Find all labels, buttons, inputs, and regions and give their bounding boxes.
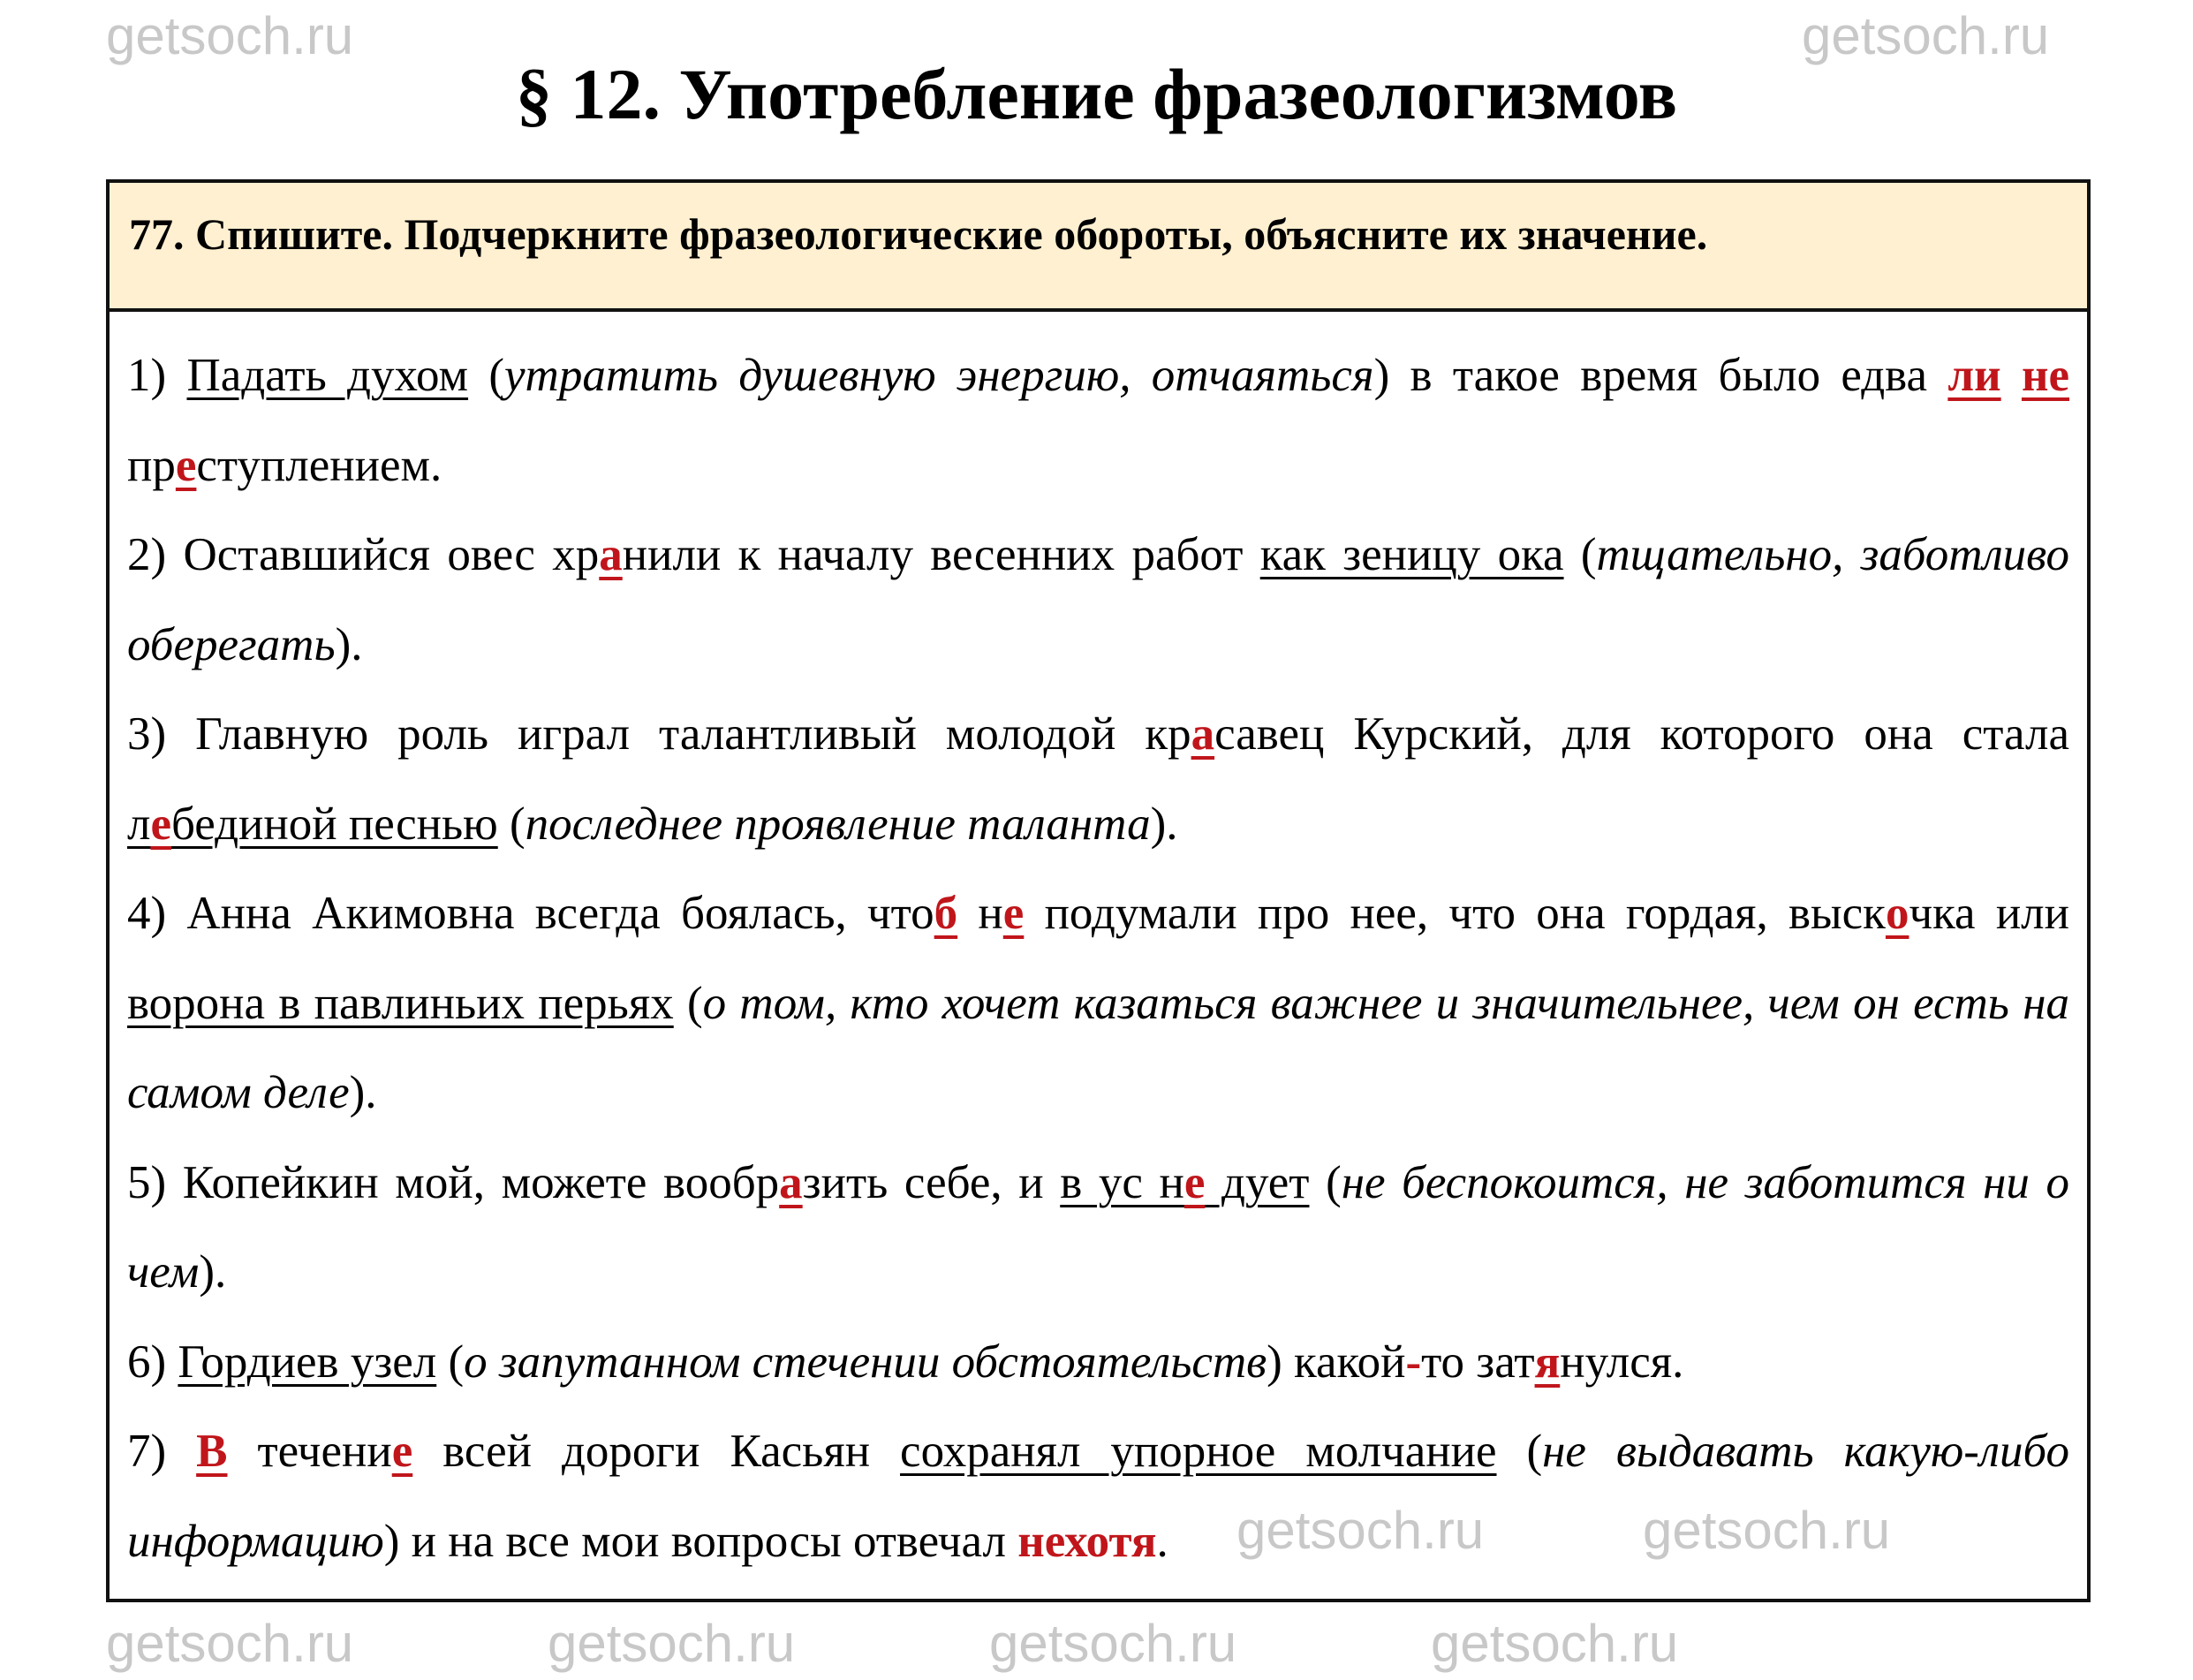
text: ). (349, 1067, 377, 1118)
highlight: - (1405, 1336, 1422, 1388)
list-item-6 (127, 1318, 2069, 1408)
phraseologism: сохранял упорное молчание (900, 1426, 1497, 1477)
phraseologism (1060, 1157, 1309, 1208)
text: л (127, 798, 151, 850)
text: ступлением. (196, 439, 442, 491)
highlight: е (1002, 888, 1025, 939)
text: то зат (1421, 1336, 1535, 1388)
meaning: не беспокоится, не заботится ни о чем (127, 1156, 2070, 1298)
highlight: В (196, 1426, 228, 1477)
watermark: getsoch.ru (548, 1614, 796, 1673)
highlight: е (175, 439, 197, 491)
item-number: 7) (127, 1426, 167, 1477)
highlight: нехотя (1017, 1515, 1157, 1567)
exercise-task: 77. Спишите. Подчеркните фразеологические обороты, объясните их значение. (129, 209, 1708, 259)
text (2001, 350, 2022, 401)
phraseologism (127, 798, 498, 850)
highlight: е (150, 798, 171, 850)
meaning: последнее проявление таланта (525, 798, 1151, 850)
text: Анна Акимовна всегда боялась, что (166, 888, 934, 939)
text: ) и на все мои вопросы отвечал (383, 1515, 1018, 1567)
text: Копейкин мой, можете вообр (166, 1156, 780, 1208)
text: пр (127, 439, 176, 491)
phraseologism: Гордиев узел (178, 1336, 437, 1388)
text: н (957, 888, 1003, 939)
watermark: getsoch.ru (1236, 1501, 1485, 1560)
text: ( (1496, 1426, 1543, 1477)
text: Главную роль играл талантливый молодой кр (166, 708, 1191, 760)
item-number: 6) (127, 1336, 167, 1388)
text: ( (673, 977, 703, 1029)
text: ). (335, 618, 363, 670)
meaning: тщательно, заботливо оберегать (127, 529, 2069, 670)
highlight: а (1191, 708, 1215, 760)
list-item-2 (127, 511, 2069, 690)
highlight: а (779, 1156, 803, 1208)
exercise-box (106, 179, 2091, 1602)
meaning: о том, кто хочет казаться важнее и значительнее, чем он есть на самом деле (127, 977, 2069, 1118)
meaning: о запутанном стечении обстоятельств (464, 1336, 1267, 1388)
text: . (1156, 1515, 1168, 1567)
watermark: getsoch.ru (989, 1614, 1237, 1673)
watermark: getsoch.ru (106, 6, 354, 65)
watermark: getsoch.ru (106, 1614, 354, 1673)
item-number: 5) (127, 1156, 167, 1208)
watermark: getsoch.ru (1643, 1501, 1891, 1560)
text: ( (468, 350, 505, 401)
highlight: ли (1947, 350, 2001, 401)
meaning: не выдавать какую-либо информацию (127, 1426, 2070, 1567)
item-number: 1) (127, 350, 167, 401)
highlight: е (391, 1426, 413, 1477)
text: зить себе, и (802, 1156, 1061, 1208)
item-number: 3) (127, 708, 167, 760)
text: течени (227, 1426, 392, 1477)
text: нулся. (1560, 1336, 1684, 1388)
text: подумали про нее, что она гордая, выск (1024, 888, 1886, 939)
text: ( (1309, 1156, 1342, 1208)
phraseologism: Падать духом (186, 350, 469, 401)
text: ) какой (1267, 1336, 1406, 1388)
text: ( (1563, 529, 1597, 580)
list-item-5 (127, 1139, 2069, 1318)
exercise-body (110, 312, 2087, 1586)
phraseologism: как зеницу ока (1259, 529, 1564, 580)
highlight: е (1183, 1156, 1206, 1208)
highlight: а (599, 529, 623, 580)
highlight: не (2021, 350, 2070, 401)
text: в ус н (1060, 1156, 1184, 1208)
item-number: 2) (127, 529, 167, 580)
text: ( (497, 798, 526, 850)
text: чка или (1909, 888, 2069, 939)
text: дует (1205, 1156, 1310, 1208)
meaning: утратить душевную энергию, отчаяться (504, 350, 1374, 401)
list-item-3 (127, 690, 2069, 869)
highlight: я (1534, 1336, 1561, 1388)
text: бединой песнью (170, 798, 498, 850)
text: Оставшийся овес хр (166, 529, 600, 580)
text: ) в такое время было едва (1373, 350, 1948, 401)
list-item-1 (127, 331, 2069, 511)
phraseologism: ворона в павлиньих перьях (127, 977, 674, 1029)
watermark: getsoch.ru (1431, 1614, 1679, 1673)
highlight: б (934, 888, 958, 939)
text: ). (199, 1246, 227, 1298)
watermark: getsoch.ru (1802, 6, 2050, 65)
text: всей дороги Касьян (412, 1426, 901, 1477)
text: ). (1150, 798, 1178, 850)
item-number: 4) (127, 888, 167, 939)
text: ( (436, 1336, 465, 1388)
list-item-4 (127, 869, 2069, 1139)
text: нили к началу весенних работ (622, 529, 1260, 580)
highlight: о (1885, 888, 1909, 939)
exercise-header (110, 183, 2087, 312)
text: савец Курский, для которого она стала (1214, 708, 2069, 760)
page-title: § 12. Употребление фразеологизмов (515, 54, 1678, 134)
